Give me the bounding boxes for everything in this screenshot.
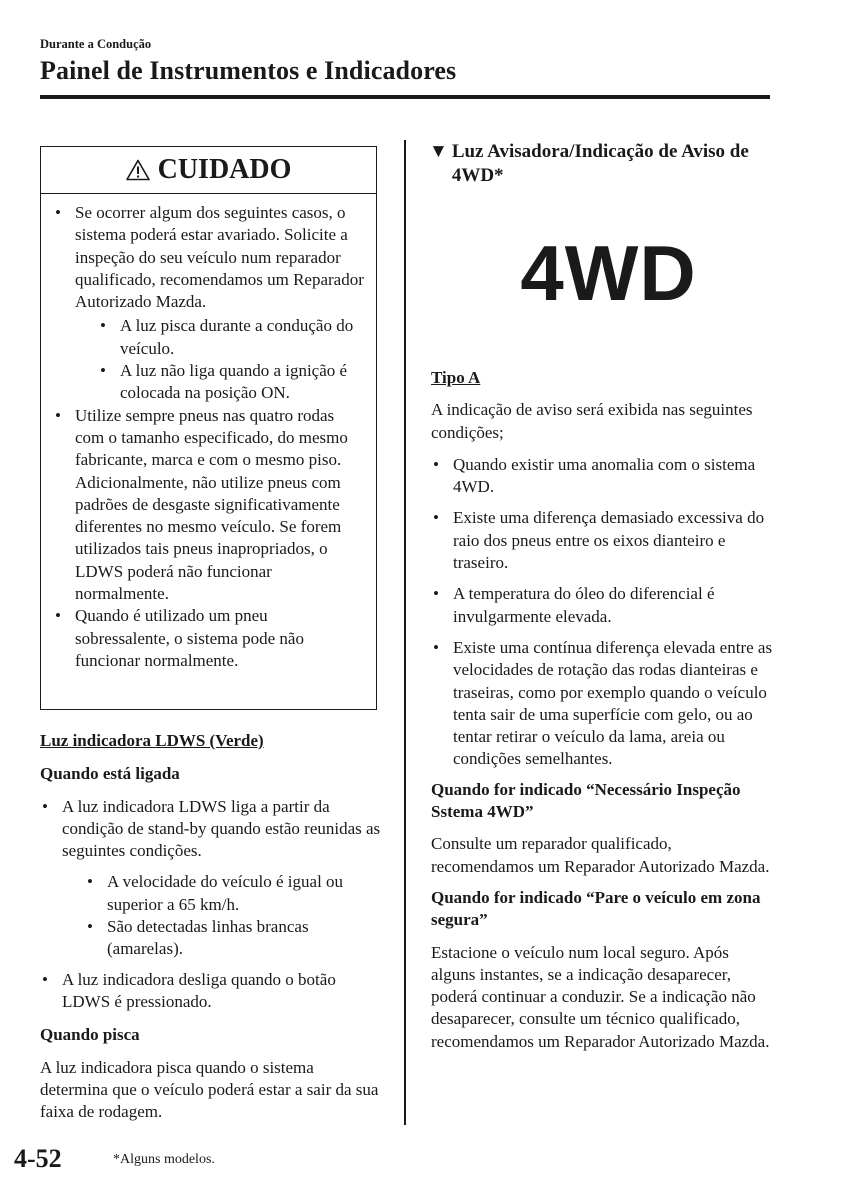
type-a-intro: A indicação de aviso será exibida nas seguintes condições; bbox=[431, 400, 753, 442]
on-sublist bbox=[62, 871, 385, 960]
4wd-section-heading bbox=[431, 140, 776, 188]
ldws-heading: Luz indicadora LDWS (Verde) bbox=[40, 731, 264, 750]
caution-item-text: Se ocorrer algum dos seguintes casos, o sistema poderá estar avariado. Solicite a inspeção do seu veículo num reparador qualificado, recomendamos um Reparador Autorizado Mazda. bbox=[75, 203, 364, 312]
on-list bbox=[40, 796, 385, 1014]
inspect-heading: Quando for indicado “Necessário Inspeção Sstema 4WD” bbox=[431, 779, 741, 822]
right-column bbox=[431, 140, 776, 1053]
caution-item bbox=[53, 202, 366, 405]
caution-body bbox=[41, 194, 376, 672]
caution-item: • Quando é utilizado um pneu sobressalente, o sistema pode não funcionar normalmente. bbox=[53, 605, 366, 672]
section-label: Durante a Condução bbox=[40, 37, 152, 51]
on-item-text: A luz indicadora LDWS liga a partir da condição de stand-by quando estão reunidas as seguintes condições. bbox=[62, 796, 381, 861]
on-item: • A luz indicadora desliga quando o botão LDWS é pressionado. bbox=[40, 969, 385, 1014]
title-rule bbox=[40, 95, 770, 99]
on-subitem: • São detectadas linhas brancas (amarelas). bbox=[85, 916, 385, 961]
on-subitem: • A velocidade do veículo é igual ou superior a 65 km/h. bbox=[85, 871, 385, 916]
condition-item: • A temperatura do óleo do diferencial é invulgarmente elevada. bbox=[431, 583, 776, 628]
stop-text: Estacione o veículo num local seguro. Após alguns instantes, se a indicação desaparecer, poderá continuar a conduzir. Se a indicação não desaparecer, consulte um técnico qualificado, recomendamos um Reparador Autorizado Mazda. bbox=[431, 942, 770, 1051]
page-number: 4-52 bbox=[14, 1144, 62, 1173]
inspect-text: Consulte um reparador qualificado, recomendamos um Reparador Autorizado Mazda. bbox=[431, 834, 770, 876]
blink-text: A luz indicadora pisca quando o sistema determina que o veículo poderá estar a sair da sua faixa de rodagem. bbox=[40, 1057, 379, 1122]
type-a-heading: Tipo A bbox=[431, 368, 481, 387]
page-title: Painel de Instrumentos e Indicadores bbox=[40, 56, 457, 85]
caution-list bbox=[53, 202, 366, 672]
on-heading: Quando está ligada bbox=[40, 764, 180, 784]
stop-heading: Quando for indicado “Pare o veículo em zona segura” bbox=[431, 887, 761, 930]
on-item bbox=[40, 796, 385, 961]
warning-triangle-icon bbox=[126, 159, 150, 181]
left-column bbox=[40, 730, 385, 1123]
caution-item: • Utilize sempre pneus nas quatro rodas com o tamanho especificado, do mesmo fabricante, marca e com o mesmo piso. Adicionalmente, não utilize pneus com padrões de desgaste significativamente diferentes no mesmo veículo. Se forem utilizados tais pneus inapropriados, o LDWS poderá não funcionar normalmente. bbox=[53, 405, 366, 606]
caution-header bbox=[41, 147, 376, 194]
caution-subitem: • A luz pisca durante a condução do veículo. bbox=[98, 315, 366, 360]
caution-subitem: • A luz não liga quando a ignição é colocada na posição ON. bbox=[98, 360, 366, 405]
condition-item: • Existe uma contínua diferença elevada entre as velocidades de rotação das rodas dianteiras e traseiras, como por exemplo quando o veículo tenta sair de uma superfície com gelo, ou ao tentar retirar o veículo da lama, areia ou condições semelhantes. bbox=[431, 637, 776, 771]
4wd-symbol: 4WD bbox=[520, 229, 697, 317]
condition-list bbox=[431, 454, 776, 771]
caution-title: CUIDADO bbox=[157, 154, 292, 185]
condition-item: • Existe uma diferença demasiado excessiva do raio dos pneus entre os eixos dianteiro e traseiro. bbox=[431, 507, 776, 574]
caution-box bbox=[40, 146, 377, 710]
triangle-marker-icon: ▼ bbox=[429, 141, 448, 162]
caution-sublist bbox=[75, 315, 366, 404]
4wd-heading-text: Luz Avisadora/Indicação de Aviso de 4WD* bbox=[451, 141, 749, 186]
blink-heading: Quando pisca bbox=[40, 1025, 140, 1045]
condition-item: • Quando existir uma anomalia com o sistema 4WD. bbox=[431, 454, 776, 499]
column-divider bbox=[404, 140, 406, 1125]
footnote: *Alguns modelos. bbox=[113, 1152, 215, 1167]
